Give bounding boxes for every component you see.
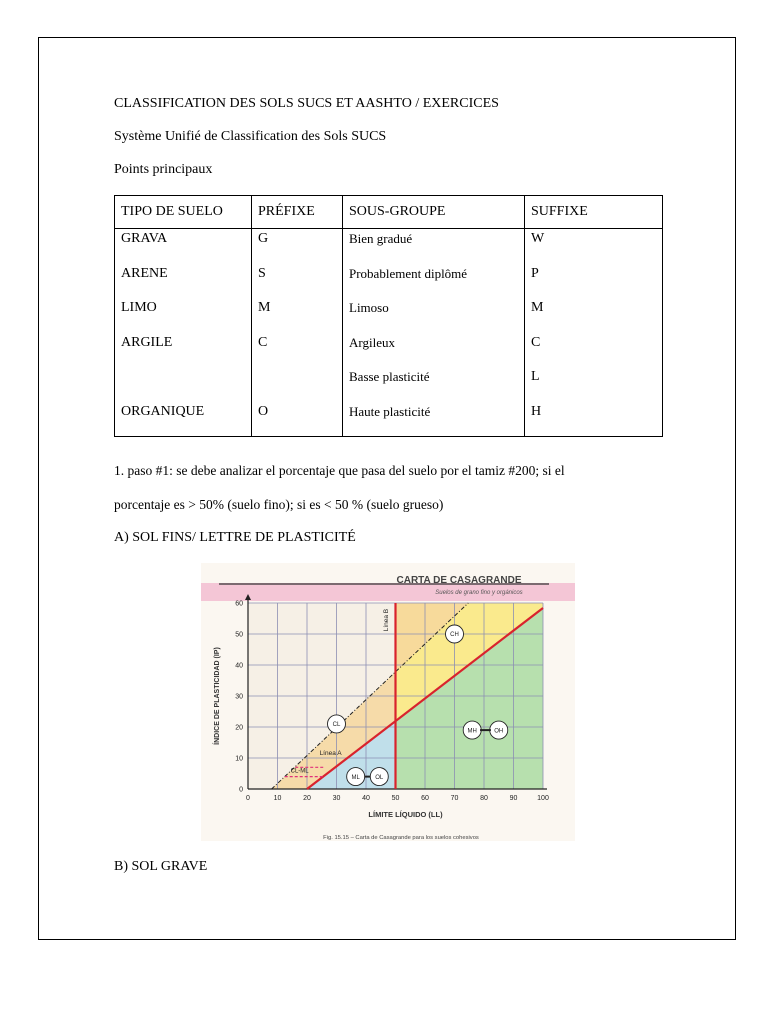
points-heading: Points principaux bbox=[114, 162, 213, 177]
cell-soil-type bbox=[115, 367, 252, 402]
header-subgroup: SOUS-GROUPE bbox=[343, 196, 525, 229]
table-row bbox=[115, 402, 663, 437]
document-title: CLASSIFICATION DES SOLS SUCS ET AASHTO / EXERCICES bbox=[114, 96, 499, 111]
y-axis-label: ÍNDICE DE PLASTICIDAD (IP) bbox=[214, 647, 221, 745]
y-tick-label: 10 bbox=[235, 755, 243, 763]
line-a-label: Línea A bbox=[319, 749, 342, 757]
y-tick-label: 40 bbox=[235, 662, 243, 670]
plot-area bbox=[235, 594, 549, 802]
line-b-label: Línea B bbox=[383, 608, 391, 632]
cell-suffix: W bbox=[525, 229, 663, 264]
table-header-row bbox=[115, 196, 663, 229]
x-tick-label: 20 bbox=[303, 795, 311, 802]
cell-prefix: O bbox=[252, 402, 343, 437]
header-suffix: SUFFIXE bbox=[525, 196, 663, 229]
cell-suffix: M bbox=[525, 298, 663, 333]
zone-mh-label: MH bbox=[467, 728, 477, 735]
zone-ml-label: ML bbox=[351, 774, 360, 781]
cell-suffix: P bbox=[525, 264, 663, 299]
cell-soil-type: ARENE bbox=[115, 264, 252, 299]
cell-prefix: C bbox=[252, 333, 343, 368]
x-tick-label: 70 bbox=[450, 795, 459, 802]
section-a-heading: A) SOL FINS/ LETTRE DE PLASTICITÉ bbox=[114, 530, 356, 545]
x-axis-label: LÍMITE LÍQUIDO (LL) bbox=[368, 810, 443, 819]
cell-subgroup: Basse plasticité bbox=[343, 367, 525, 402]
x-tick-label: 50 bbox=[391, 795, 400, 802]
cell-subgroup: Bien gradué bbox=[343, 229, 525, 264]
cell-soil-type: LIMO bbox=[115, 298, 252, 333]
table-row bbox=[115, 333, 663, 368]
y-tick-label: 60 bbox=[235, 600, 243, 608]
paragraph-line-1: 1. paso #1: se debe analizar el porcentaje que pasa del suelo por el tamiz #200; si el bbox=[114, 463, 565, 478]
figure-subtitle: Suelos de grano fino y orgánicos bbox=[435, 590, 523, 596]
x-tick-label: 100 bbox=[537, 795, 549, 802]
cell-prefix: M bbox=[252, 298, 343, 333]
document-subtitle: Système Unifié de Classification des Sols SUCS bbox=[114, 129, 387, 144]
classification-table bbox=[114, 195, 663, 437]
cell-soil-type: ARGILE bbox=[115, 333, 252, 368]
table-row bbox=[115, 298, 663, 333]
cell-subgroup: Argileux bbox=[343, 333, 525, 368]
cell-suffix: C bbox=[525, 333, 663, 368]
y-tick-label: 50 bbox=[235, 631, 243, 639]
y-tick-label: 30 bbox=[235, 693, 243, 701]
table-row bbox=[115, 264, 663, 299]
y-tick-label: 20 bbox=[235, 724, 243, 732]
cell-prefix: S bbox=[252, 264, 343, 299]
x-tick-label: 90 bbox=[509, 795, 518, 802]
x-tick-label: 10 bbox=[273, 795, 282, 802]
header-soil-type: TIPO DE SUELO bbox=[115, 196, 252, 229]
table-row bbox=[115, 367, 663, 402]
cell-prefix: G bbox=[252, 229, 343, 264]
zone-ol-label: OL bbox=[375, 774, 384, 781]
header-prefix: PRÉFIXE bbox=[252, 196, 343, 229]
cell-suffix: H bbox=[525, 402, 663, 437]
figure-caption: Fig. 15.15 – Carta de Casagrande para los suelos cohesivos bbox=[323, 835, 479, 841]
cell-subgroup: Haute plasticité bbox=[343, 402, 525, 437]
cell-prefix bbox=[252, 367, 343, 402]
y-tick-label: 0 bbox=[239, 786, 243, 794]
figure-title: CARTA DE CASAGRANDE bbox=[396, 575, 522, 586]
cell-soil-type: GRAVA bbox=[115, 229, 252, 264]
x-tick-label: 60 bbox=[421, 795, 429, 802]
cell-subgroup: Limoso bbox=[343, 298, 525, 333]
zone-cl-ml-label: CL-ML bbox=[290, 768, 309, 775]
x-tick-label: 0 bbox=[246, 795, 250, 802]
x-tick-label: 30 bbox=[332, 795, 341, 802]
section-b-heading: B) SOL GRAVE bbox=[114, 859, 208, 874]
zone-oh-label: OH bbox=[494, 728, 504, 735]
x-tick-label: 40 bbox=[362, 795, 370, 802]
cell-suffix: L bbox=[525, 367, 663, 402]
table-row bbox=[115, 229, 663, 264]
casagrande-chart-figure bbox=[201, 563, 575, 841]
cell-soil-type: ORGANIQUE bbox=[115, 402, 252, 437]
x-tick-label: 80 bbox=[480, 795, 488, 802]
zone-cl-label: CL bbox=[332, 722, 341, 729]
paragraph-line-2: porcentaje es > 50% (suelo fino); si es < 50 % (suelo grueso) bbox=[114, 497, 444, 512]
zone-ch-label: CH bbox=[450, 632, 459, 639]
cell-subgroup: Probablement diplômé bbox=[343, 264, 525, 299]
